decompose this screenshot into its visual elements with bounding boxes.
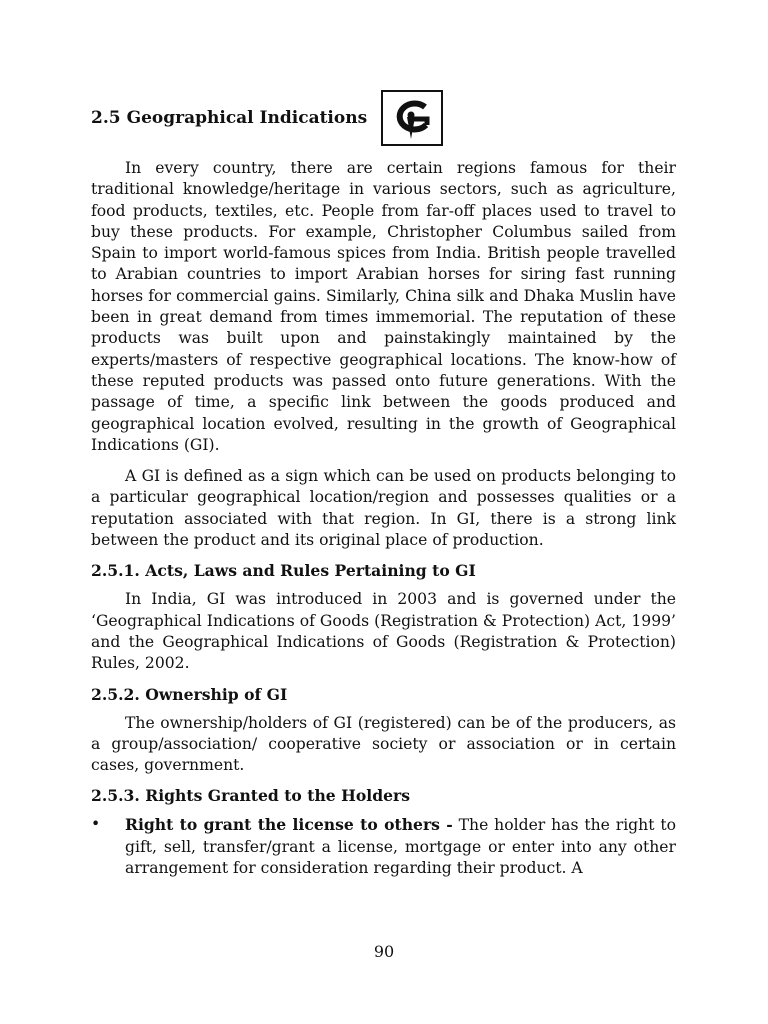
section-heading-row	[91, 90, 443, 146]
subsection-heading-rights: 2.5.3. Rights Granted to the Holders	[91, 786, 411, 806]
section-title: Geographical Indications	[126, 108, 368, 128]
rights-list	[91, 814, 676, 879]
definition-paragraph: A GI is defined as a sign which can be used on products belonging to a particular geographical location/region and possesses qualities or a reputation associated with that region. In GI, there is a strong link between the product and its original place of production.	[91, 467, 676, 550]
subsection-text-ownership: The ownership/holders of GI (registered) can be of the producers, as a group/association/ cooperative society or association or in certain cases, government.	[91, 713, 676, 775]
subsection-heading-acts: 2.5.1. Acts, Laws and Rules Pertaining to GI	[91, 561, 476, 581]
body-content	[91, 158, 676, 879]
bullet-text: The holder has the right to gift, sell, transfer/grant a license, mortgage or enter into any other arrangement for consideration regarding their product. A	[125, 816, 676, 878]
intro-paragraph: In every country, there are certain regions famous for their traditional knowledge/heritage in various sectors, such as agriculture, food products, textiles, etc. People from far-off places used to travel to buy these products. For example, Christopher Columbus sailed from Spain to import world-famous spices from India. British people travelled to Arabian countries to import Arabian horses for siring fast running horses for commercial gains. Similarly, China silk and Dhaka Muslin have been in great demand from times immemorial. The reputation of these products was built upon and painstakingly maintained by the experts/masters of respective geographical locations. The know-how of these reputed products was passed onto future generations. With the passage of time, a specific link between the goods produced and geographical location evolved, resulting in the growth of Geographical Indications (GI).	[91, 159, 676, 454]
subsection-heading-ownership: 2.5.2. Ownership of GI	[91, 684, 288, 704]
bullet-icon: •	[91, 815, 101, 834]
bullet-lead: Right to grant the license to others -	[125, 815, 453, 835]
gi-logo-icon	[381, 90, 443, 146]
gi-logo-graphic	[387, 95, 437, 141]
section-heading	[91, 108, 367, 128]
page-number: 90	[373, 942, 395, 961]
subsection-text-acts: In India, GI was introduced in 2003 and is governed under the ‘Geographical Indications of Goods (Registration & Protection) Act, 1999’ and the Geographical Indications of Goods (Registration & Protection) Rules, 2002.	[91, 590, 676, 673]
section-number: 2.5	[91, 108, 121, 128]
list-item	[91, 814, 676, 879]
